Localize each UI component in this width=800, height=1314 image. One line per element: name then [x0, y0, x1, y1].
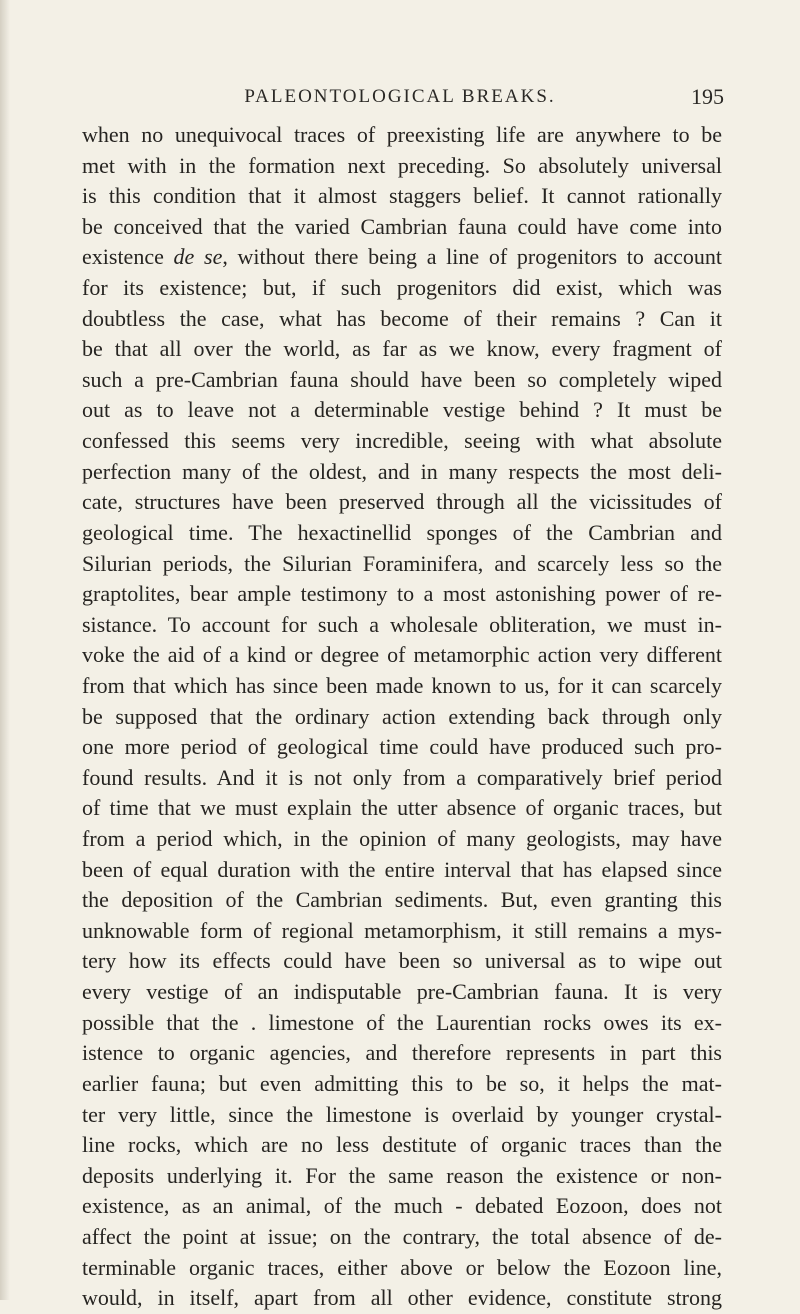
text-line: such a pre-Cambrian fauna should have been so completely wiped: [82, 366, 722, 392]
text-line: from that which has since been made known to us, for it can scarcely: [82, 672, 722, 698]
text-line: cate, structures have been preserved through all the vicissitudes of: [82, 489, 722, 515]
text-line: sistance. To account for such a wholesale obliteration, we must in-: [82, 611, 722, 637]
text-line: confessed this seems very incredible, seeing with what absolute: [82, 428, 722, 454]
text-line: unknowable form of regional metamorphism, it still remains a mys-: [82, 917, 722, 943]
text-line: doubtless the case, what has become of their remains ? Can it: [82, 305, 722, 331]
text-line: be supposed that the ordinary action extending back through only: [82, 703, 722, 729]
page-gutter-shadow: [0, 0, 10, 1300]
text-line: earlier fauna; but even admitting this to be so, it helps the mat-: [82, 1070, 722, 1096]
text-line: Silurian periods, the Silurian Foraminifera, and scarcely less so the: [82, 550, 722, 576]
text-line: when no unequivocal traces of preexisting life are anywhere to be: [82, 122, 722, 147]
text-line: geological time. The hexactinellid sponges of the Cambrian and: [82, 519, 722, 545]
text-line: be that all over the world, as far as we know, every fragment of: [82, 336, 722, 362]
text-line: voke the aid of a kind or degree of metamorphic action very different: [82, 642, 722, 668]
text-line: from a period which, in the opinion of many geologists, may have: [82, 826, 722, 852]
text-line: affect the point at issue; on the contrary, the total absence of de-: [82, 1223, 722, 1249]
text-line: existence, as an animal, of the much - debated Eozoon, does not: [82, 1193, 722, 1219]
text-line: deposits underlying it. For the same reason the existence or non-: [82, 1162, 722, 1188]
latin-phrase: de se: [173, 244, 223, 270]
text-line: one more period of geological time could have produced such pro-: [82, 734, 722, 760]
text-line: met with in the formation next preceding. So absolutely universal: [82, 152, 722, 178]
text-line: possible that the . limestone of the Laurentian rocks owes its ex-: [82, 1009, 722, 1035]
text-line: existence de se, without there being a line of progenitors to account: [82, 244, 722, 270]
text-line: is this condition that it almost staggers belief. It cannot rationally: [82, 183, 722, 209]
body-text: [82, 120, 722, 1314]
text-line: graptolites, bear ample testimony to a most astonishing power of re-: [82, 581, 722, 607]
text-line: would, in itself, apart from all other evidence, constitute strong: [82, 1285, 722, 1311]
page-number: 195: [691, 84, 724, 109]
text-line: the deposition of the Cambrian sediments. But, even granting this: [82, 887, 722, 913]
text-line: be conceived that the varied Cambrian fauna could have come into: [82, 213, 722, 239]
text-line: line rocks, which are no less destitute of organic traces than the: [82, 1132, 722, 1158]
text-line: every vestige of an indisputable pre-Cambrian fauna. It is very: [82, 979, 722, 1005]
text-line: out as to leave not a determinable vestige behind ? It must be: [82, 397, 722, 423]
text-line: tery how its effects could have been so universal as to wipe out: [82, 948, 722, 974]
text-line: perfection many of the oldest, and in many respects the most deli-: [82, 458, 722, 484]
text-line: of time that we must explain the utter absence of organic traces, but: [82, 795, 722, 821]
running-title: PALEONTOLOGICAL BREAKS.: [244, 86, 556, 107]
text-line: istence to organic agencies, and therefore represents in part this: [82, 1040, 722, 1066]
text-line: ter very little, since the limestone is overlaid by younger crystal-: [82, 1101, 722, 1127]
text-line: for its existence; but, if such progenitors did exist, which was: [82, 275, 722, 301]
text-line: found results. And it is not only from a comparatively brief period: [82, 764, 722, 790]
text-line: terminable organic traces, either above or below the Eozoon line,: [82, 1254, 722, 1280]
text-line: been of equal duration with the entire interval that has elapsed since: [82, 856, 722, 882]
